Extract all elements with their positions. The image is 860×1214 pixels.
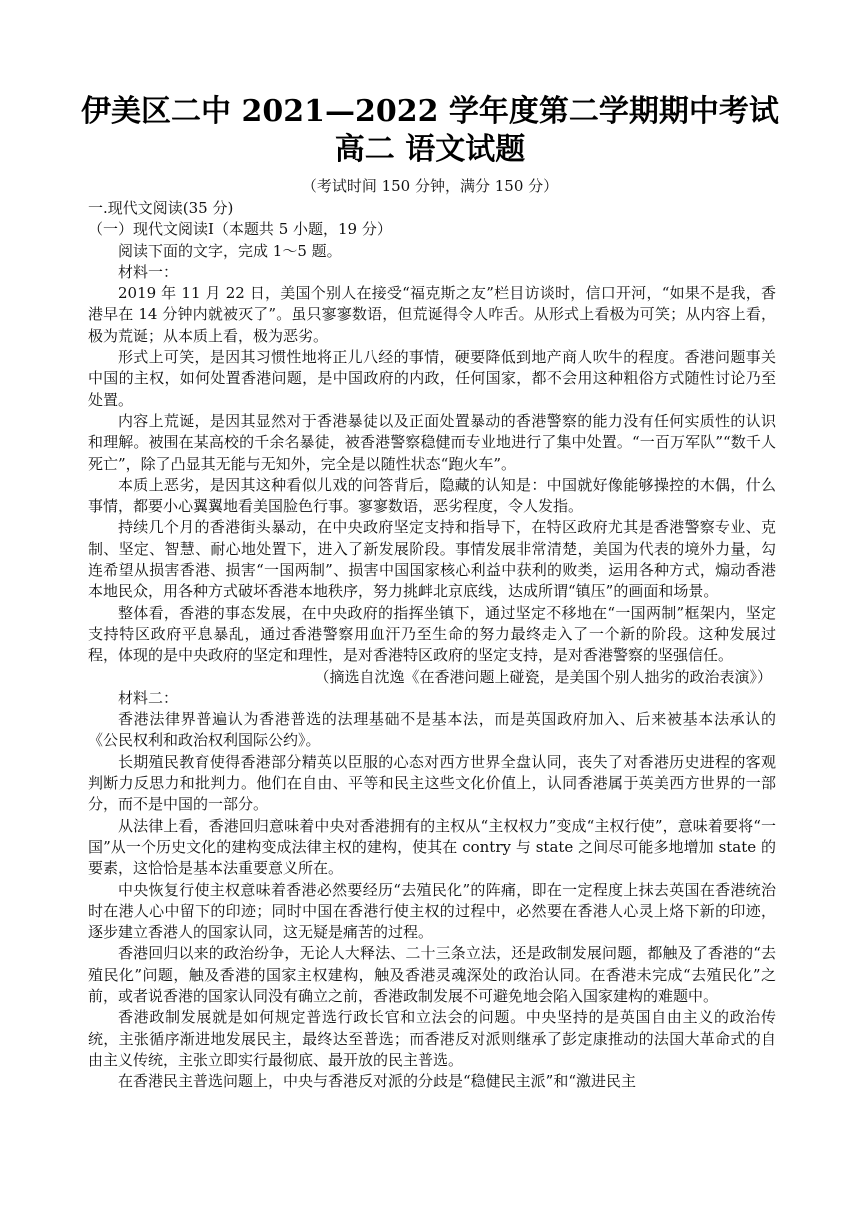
section-heading: 一.现代文阅读(35 分) bbox=[88, 199, 234, 217]
material2-paragraph: 香港政制发展就是如何规定普选行政长官和立法会的问题。中央坚持的是英国自由主义的政治传统，主张循序渐进地发展民主，最终达至普选；而香港反对派则继承了彭定康推动的法国大革命式的自由主义传统，主张立即实行最彻底、最开放的民主普选。 bbox=[88, 1008, 776, 1069]
material1-source: （摘选自沈逸《在香港问题上碰瓷，是美国个别人拙劣的政治表演》） bbox=[314, 667, 772, 686]
material2-paragraph: 从法律上看，香港回归意味着中央对香港拥有的主权从“主权权力”变成“主权行使”，意味着要将“一国”从一个历史文化的建构变成法律主权的建构，使其在 contry 与 state 之间尽可能多地增加 state 的要素，这恰恰是基本法重要意义所在。 bbox=[88, 816, 776, 878]
exam-title: 伊美区二中 2021—2022 学年度第二学期期中考试 bbox=[81, 94, 779, 129]
material1-paragraph: 内容上荒诞，是因其显然对于香港暴徒以及正面处置暴动的香港警察的能力没有任何实质性的认识和理解。被围在某高校的千余名暴徒，被香港警察稳健而专业地进行了集中处置。“一百万军队”“数千人死亡”，除了凸显其无能与无知外，完全是以随性状态“跑火车”。 bbox=[88, 411, 776, 473]
material2-paragraph: 长期殖民教育使得香港部分精英以臣服的心态对西方世界全盘认同，丧失了对香港历史进程的客观判断力反思力和批判力。他们在自由、平等和民主这些文化价值上，认同香港属于英美西方世界的一部分，而不是中国的一部分。 bbox=[88, 752, 776, 814]
exam-info: （考试时间 150 分钟，满分 150 分） bbox=[301, 177, 559, 195]
material2-paragraph: 中央恢复行使主权意味着香港必然要经历“去殖民化”的阵痛，即在一定程度上抹去英国在香港统治时在港人心中留下的印迹；同时中国在香港行使主权的过程中，必然要在香港人心灵上烙下新的印迹，逐步建立香港人的国家认同，这无疑是痛苦的过程。 bbox=[88, 880, 776, 942]
material2-label: 材料二： bbox=[118, 688, 179, 707]
material2-paragraph: 在香港民主普选问题上，中央与香港反对派的分歧是“稳健民主派”和“激进民主 bbox=[118, 1072, 637, 1091]
material2-paragraph: 香港法律界普遍认为香港普选的法理基础不是基本法，而是英国政府加入、后来被基本法承认的《公民权利和政治权利国际公约》。 bbox=[88, 710, 776, 750]
exam-subtitle: 高二 语文试题 bbox=[334, 132, 526, 167]
material1-paragraph: 持续几个月的香港街头暴动，在中央政府坚定支持和指导下，在特区政府尤其是香港警察专业、克制、坚定、智慧、耐心地处置下，进入了新发展阶段。事情发展非常清楚，美国为代表的境外力量，勾连希望从损害香港、损害“一国两制”、损害中国国家核心利益中获利的败类，运用各种方式，煽动香港本地民众，用各种方式破坏香港本地秩序，努力挑衅北京底线，达成所谓“镇压”的画面和场景。 bbox=[88, 518, 776, 601]
material2-paragraph: 香港回归以来的政治纷争，无论人大释法、二十三条立法，还是政制发展问题，都触及了香港的“去殖民化”问题，触及香港的国家主权建构，触及香港灵魂深处的政治认同。在香港未完成“去殖民化”之前，或者说香港的国家认同没有确立之前，香港政制发展不可避免地会陷入国家建构的难题中。 bbox=[88, 944, 776, 1005]
material1-label: 材料一： bbox=[118, 262, 179, 281]
material1-paragraph: 整体看，香港的事态发展，在中央政府的指挥坐镇下，通过坚定不移地在“一国两制”框架内，坚定支持特区政府平息暴乱，通过香港警察用血汗乃至生命的努力最终走入了一个新的阶段。这种发展过程，体现的是中央政府的坚定和理性，是对香港特区政府的坚定支持，是对香港警察的坚强信任。 bbox=[88, 603, 776, 665]
section-subheading: （一）现代文阅读Ⅰ（本题共 5 小题，19 分） bbox=[88, 220, 392, 239]
material1-paragraph: 本质上恶劣，是因其这种看似儿戏的问答背后，隐藏的认知是：中国就好像能够操控的木偶，什么事情，都要小心翼翼地看美国脸色行事。寥寥数语，恶劣程度，令人发指。 bbox=[88, 475, 776, 516]
exam-content bbox=[88, 198, 776, 1092]
material1-paragraph: 2019 年 11 月 22 日，美国个别人在接受“福克斯之友”栏目访谈时，信口开河，“如果不是我，香港早在 14 分钟内就被灭了”。虽只寥寥数语，但荒诞得令人咋舌。从形式上看极为可笑；从内容上看，极为荒诞；从本质上看，极为恶劣。 bbox=[88, 284, 776, 345]
material1-paragraph: 形式上可笑，是因其习惯性地将正儿八经的事情，硬要降低到地产商人吹牛的程度。香港问题事关中国的主权，如何处置香港问题，是中国政府的内政，任何国家，都不会用这种粗俗方式随性讨论乃至处置。 bbox=[88, 348, 776, 409]
section-instruction: 阅读下面的文字，完成 1～5 题。 bbox=[118, 241, 342, 260]
